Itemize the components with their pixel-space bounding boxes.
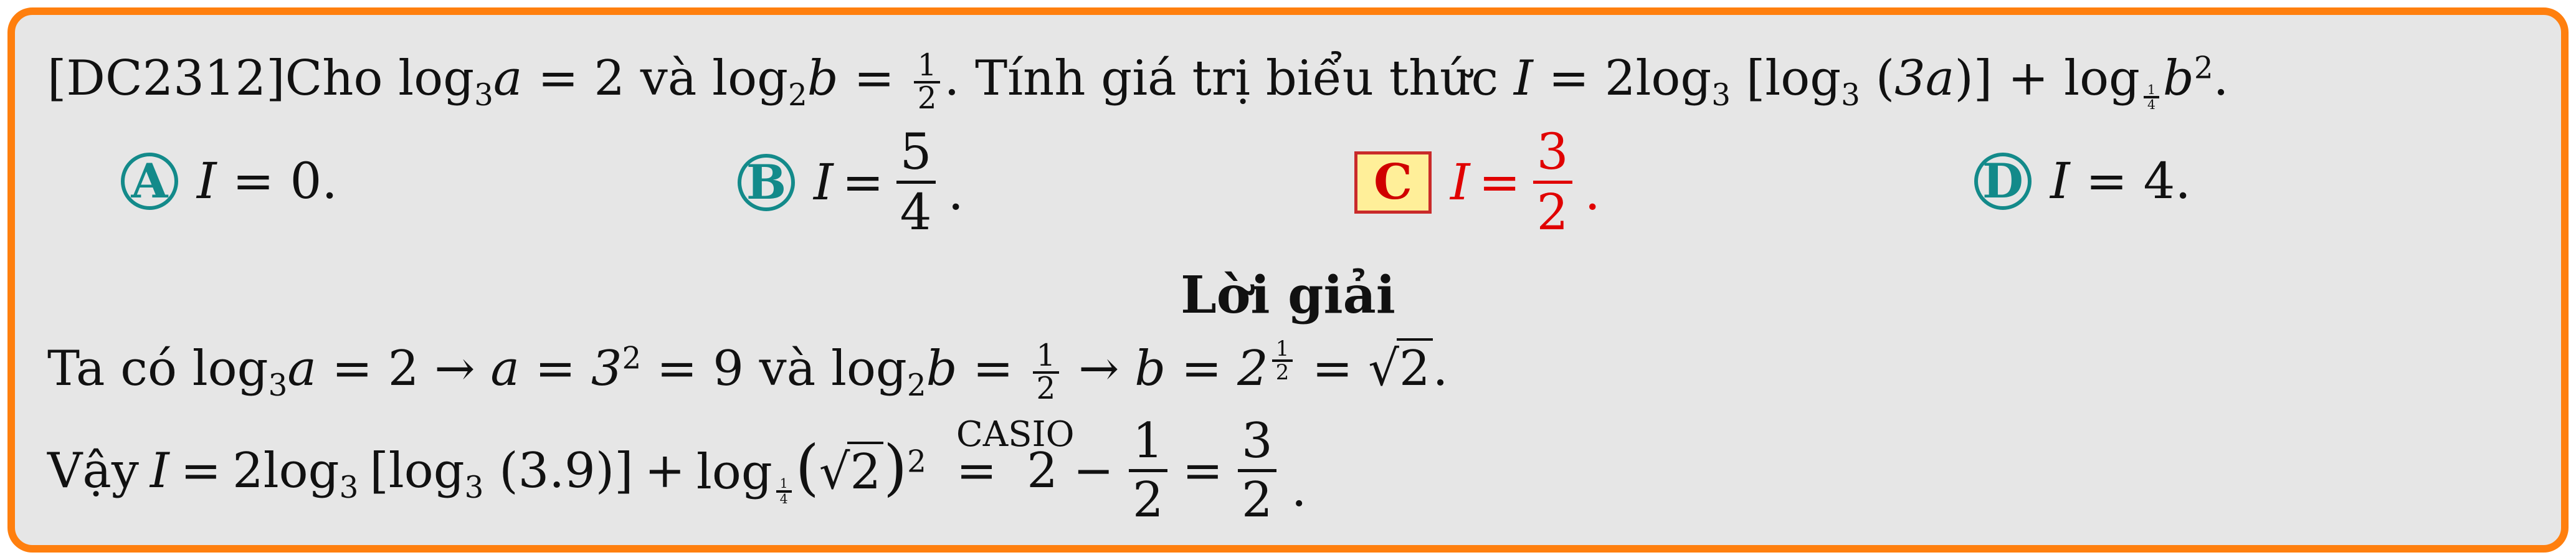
log-base: 3 [268,368,288,403]
option-value: 0 [290,152,322,210]
period: . [321,152,338,210]
denominator: 4 [900,183,932,241]
log-base: 2 [788,77,807,113]
paren-open: ( [1875,50,1895,107]
option-label: A [121,153,178,210]
radicand: 2 [1397,338,1433,397]
numerator: 1 [776,477,792,492]
lead-text: Vậy [47,442,139,499]
solution-line-1 [47,338,1448,404]
two-minus: 2 − [1027,442,1115,499]
numerator: 3 [1238,417,1276,472]
equals: = [1478,153,1521,211]
bracket-close: ] [614,442,634,499]
half-fraction [914,48,941,116]
log-base: 2 [906,368,926,403]
option-fraction [896,123,936,241]
period: . [2175,152,2191,210]
option-label: B [738,154,795,211]
result-fraction-2 [1238,413,1276,528]
quarter-fraction [776,477,792,505]
sqrt: √2 [1368,338,1432,400]
log-text: log [1765,50,1842,107]
exponent: 2 [2193,50,2213,86]
var-b: b [2162,50,2194,107]
period: . [1432,341,1448,397]
log-text: log [398,50,475,107]
period: . [1584,163,1600,221]
log-text: log [712,50,789,107]
sqrt: √2 [819,441,883,503]
log-base: 3 [1841,77,1860,113]
equals: = [232,152,275,210]
var-I: I [197,152,217,210]
quarter-fraction [2144,83,2159,112]
var-b: b [807,50,839,107]
denominator: 2 [1536,183,1569,241]
log-base: 3 [339,470,359,505]
half-fraction [1033,338,1060,406]
log-text: log [831,341,907,397]
log-text: log [388,442,465,499]
period: . [2213,50,2229,107]
eq-two: = 2 [538,50,625,107]
b-equation: b = 2 [1134,341,1268,397]
equals: = [853,50,895,107]
var-b: b [926,341,958,397]
option-fraction [1533,123,1572,241]
paren-close: ) [1954,50,1974,107]
a-equation: a = 3 [490,341,622,397]
solution-line-2 [47,413,1307,528]
coefficient: 2 [232,442,264,499]
bracket-open: [ [369,442,389,499]
var-I: I [814,153,834,211]
coefficient: 2 [1604,50,1636,107]
option-c[interactable] [1354,123,1600,241]
equals: = [972,341,1014,397]
denominator: 2 [1036,371,1056,406]
var-I: I [1450,153,1470,211]
var-a: a [493,50,523,107]
plus: + [644,442,685,499]
eq-two: = 2 [331,341,419,397]
problem-statement [47,47,2229,116]
arrow: → [434,341,475,397]
numerator: 1 [1272,338,1293,362]
period: . [1291,462,1307,518]
equals: = [842,153,884,211]
paren-open: ( [499,442,518,499]
denominator: 2 [1242,472,1273,528]
log-text: log [192,341,269,397]
log-base: 3 [464,470,484,505]
option-a[interactable] [121,152,338,210]
option-label-correct: C [1354,151,1432,214]
problem-intro: Cho [285,50,383,107]
paren-close: ) [595,442,615,499]
numerator: 1 [1129,417,1167,472]
numerator: 3 [1533,127,1572,184]
radicand: 2 [847,442,883,500]
option-value: 4 [2143,152,2175,210]
eq-nine: = 9 [657,341,744,397]
numerator: 1 [2144,83,2159,98]
denominator: 4 [2147,97,2155,113]
arg-value: 3.9 [518,442,596,499]
equals: = [1182,442,1224,499]
log-text: log [696,444,772,501]
problem-id: [DC2312] [47,50,285,107]
equals: = [1548,50,1590,107]
paren-open: ( [795,432,819,503]
numerator: 1 [1033,341,1060,373]
denominator: 4 [779,491,788,506]
arg-3a: 3a [1894,50,1955,107]
var-I: I [1514,50,1533,107]
equals: = [956,442,997,499]
equals: = [1312,341,1353,397]
option-label: D [1974,153,2032,210]
casio-equals [956,414,1075,502]
period: . [944,50,960,107]
exponent: 2 [622,341,642,376]
log-text: log [2064,50,2140,107]
half-exponent [1272,338,1293,383]
log-text: log [263,442,340,499]
problem-card [7,7,2569,553]
var-I: I [150,442,169,499]
paren-close: ) [883,432,908,503]
equals: = [2086,152,2128,210]
log-base: 3 [1711,77,1731,113]
bracket-close: ] [1973,50,1993,107]
plus: + [2007,50,2049,107]
task-text: Tính giá trị biểu thức [975,50,1499,107]
denominator: 2 [1275,359,1290,384]
denominator: 2 [1133,472,1164,528]
numerator: 1 [914,50,941,83]
casio-label: CASIO [956,414,1075,455]
and-word: và [640,50,697,107]
log-base: 3 [474,77,493,113]
log-text: log [1635,50,1712,107]
var-a: a [287,341,316,397]
and-word: và [759,341,816,397]
period: . [948,163,964,221]
lead-text: Ta có [47,341,177,397]
var-I: I [2050,152,2070,210]
option-b[interactable] [738,123,964,241]
result-fraction-1 [1129,413,1167,528]
exponent: 2 [907,444,926,480]
equals: = [180,442,222,499]
solution-title: Lời giải [1181,265,1395,325]
bracket-open: [ [1746,50,1766,107]
numerator: 5 [896,127,936,184]
denominator: 2 [917,80,937,116]
arrow: → [1078,341,1119,397]
option-d[interactable] [1974,152,2191,210]
